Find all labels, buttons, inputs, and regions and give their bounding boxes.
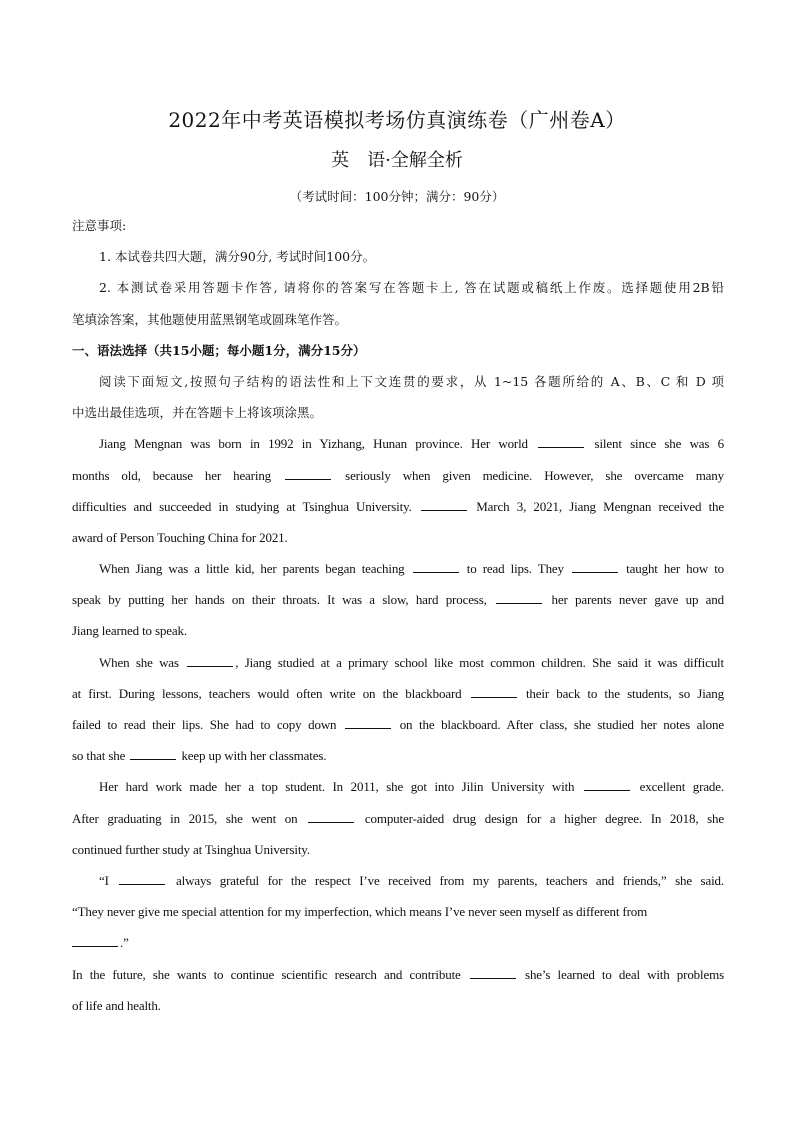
answer-blank-15 (470, 966, 516, 979)
subtitle-left: 英 (331, 150, 350, 171)
notes-heading: 注意事项: (72, 218, 127, 233)
section-instructions-line-1: 阅读下面短文,按照句子结构的语法性和上下文连贯的要求，从 1~15 各题所给的 A、B、C 和 D 项 (99, 373, 724, 389)
answer-blank-2 (285, 467, 331, 480)
answer-blank-5 (572, 560, 618, 573)
passage-line: Her hard work made her a top student. In 2011, she got into Jilin University with excellent grade. (99, 779, 724, 795)
passage-line: When Jiang was a little kid, her parents began teaching to read lips. They taught her how to (99, 561, 724, 577)
answer-blank-10 (130, 747, 176, 760)
notes-item-2-line-1: 2. 本测试卷采用答题卡作答, 请将你的答案写在答题卡上, 答在试题或稿纸上作废。选择题使用2B铅 (99, 280, 724, 296)
passage-line: “They never give me special attention for my imperfection, which means I’ve never seen myself as different from (72, 904, 648, 920)
notes-item-1: 1. 本试卷共四大题，满分90分, 考试时间100分。 (99, 249, 376, 265)
page-title: 2022年中考英语模拟考场仿真演练卷（广州卷A） (168, 108, 626, 132)
answer-blank-4 (413, 560, 459, 573)
passage-line: “I always grateful for the respect I’ve received from my parents, teachers and friends,” she said. (99, 872, 724, 888)
passage-line: .” (72, 933, 724, 964)
answer-blank-6 (496, 591, 542, 604)
notes-item-2-line-2: 笔填涂答案，其他题使用蓝黑钢笔或圆珠笔作答。 (72, 311, 348, 327)
passage-line: of life and health. (72, 998, 161, 1014)
passage-line: award of Person Touching China for 2021. (72, 529, 288, 545)
section-heading: 一、语法选择（共15小题；每小题1分，满分15分） (72, 342, 366, 358)
passage-line: In the future, she wants to continue scientific research and contribute she’s learned to deal with problems (72, 967, 724, 982)
document-body (72, 216, 724, 965)
passage-line: failed to read their lips. She had to copy down on the blackboard. After class, she studied her notes alone (72, 717, 724, 732)
passage-line: After graduating in 2015, she went on computer-aided drug design for a higher degree. In 2018, she (72, 810, 724, 826)
answer-blank-11 (584, 778, 630, 791)
answer-blank-12 (308, 810, 354, 823)
passage-line: When she was , Jiang studied at a primary school like most common children. She said it was difficult (99, 654, 724, 670)
answer-blank-9 (345, 716, 391, 729)
exam-info: （考试时间：100分钟；满分：90分） (289, 189, 505, 204)
passage-line: Jiang Mengnan was born in 1992 in Yizhang, Hunan province. Her world silent since she was 6 (99, 436, 724, 452)
answer-blank-1 (538, 435, 584, 448)
passage-line: so that she keep up with her classmates. (72, 748, 327, 764)
answer-blank-7 (187, 654, 233, 667)
passage-line: at first. During lessons, teachers would often write on the blackboard their back to the students, so Jiang (72, 685, 724, 701)
answer-blank-8 (471, 685, 517, 698)
page-subtitle (0, 146, 794, 172)
passage-final-paragraph (72, 965, 724, 1027)
passage-line: months old, because her hearing seriously when given medicine. However, she overcame many (72, 467, 724, 483)
answer-blank-14 (72, 934, 118, 947)
subtitle-right: 语·全解全析 (367, 150, 463, 171)
passage-line: continued further study at Tsinghua University. (72, 841, 310, 857)
answer-blank-13 (119, 872, 165, 885)
passage-line: speak by putting her hands on their throats. It was a slow, hard process, her parents never gave up and (72, 592, 724, 608)
section-instructions-line-2: 中选出最佳选项，并在答题卡上将该项涂黑。 (72, 405, 323, 421)
passage-line: Jiang learned to speak. (72, 623, 187, 639)
passage-line: difficulties and succeeded in studying at Tsinghua University. March 3, 2021, Jiang Mengnan received the (72, 498, 724, 514)
answer-blank-3 (421, 498, 467, 511)
